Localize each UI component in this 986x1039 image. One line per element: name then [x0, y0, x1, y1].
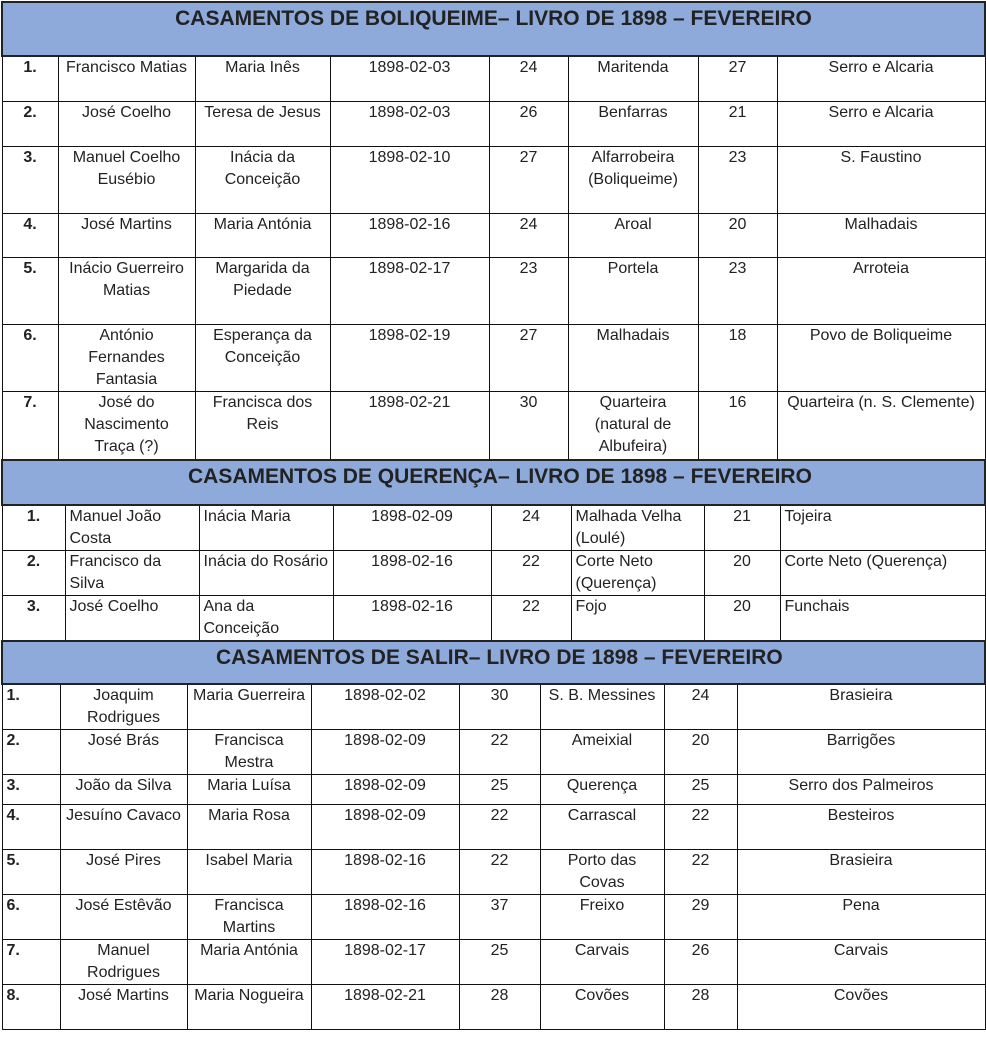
row-number: 5. — [2, 257, 58, 324]
marriage-date: 1898-02-17 — [330, 257, 489, 324]
bride-place: Pena — [737, 895, 985, 940]
bride-age: 21 — [704, 505, 780, 551]
bride-age: 18 — [698, 324, 777, 391]
bride-name: Margarida da Piedade — [195, 257, 330, 324]
bride-place: Quarteira (n. S. Clemente) — [777, 391, 985, 459]
bride-place: Povo de Boliqueime — [777, 324, 985, 391]
section-title: CASAMENTOS DE SALIR– LIVRO DE 1898 – FEVEREIRO — [2, 641, 985, 684]
bride-age: 29 — [664, 895, 737, 940]
bride-age: 22 — [664, 850, 737, 895]
groom-name: José Brás — [60, 730, 187, 775]
marriage-date: 1898-02-02 — [311, 684, 459, 730]
groom-age: 25 — [459, 775, 540, 805]
groom-place: Porto das Covas — [540, 850, 664, 895]
bride-place: Corte Neto (Querença) — [780, 551, 985, 596]
row-number: 2. — [2, 101, 58, 146]
bride-age: 26 — [664, 940, 737, 985]
bride-age: 24 — [664, 684, 737, 730]
bride-place: Serro e Alcaria — [777, 56, 985, 101]
marriage-date: 1898-02-03 — [330, 56, 489, 101]
bride-age: 20 — [704, 551, 780, 596]
row-number: 3. — [2, 596, 65, 641]
bride-age: 20 — [664, 730, 737, 775]
bride-place: Carvais — [737, 940, 985, 985]
groom-place: Alfarrobeira (Boliqueime) — [568, 146, 698, 213]
groom-age: 22 — [459, 805, 540, 850]
bride-age: 20 — [704, 596, 780, 641]
row-number: 4. — [2, 213, 58, 257]
bride-place: Arroteia — [777, 257, 985, 324]
groom-name: Manuel Coelho Eusébio — [58, 146, 195, 213]
marriage-date: 1898-02-21 — [311, 985, 459, 1030]
bride-place: Brasieira — [737, 850, 985, 895]
bride-name: Maria Inês — [195, 56, 330, 101]
bride-name: Ana da Conceição — [199, 596, 333, 641]
marriage-date: 1898-02-17 — [311, 940, 459, 985]
bride-age: 27 — [698, 56, 777, 101]
section-querenca — [1, 459, 986, 641]
section-title: CASAMENTOS DE QUERENÇA– LIVRO DE 1898 – FEVEREIRO — [2, 460, 985, 505]
groom-name: José Estêvão — [60, 895, 187, 940]
row-number: 1. — [2, 56, 58, 101]
bride-place: Besteiros — [737, 805, 985, 850]
bride-age: 16 — [698, 391, 777, 459]
groom-place: Aroal — [568, 213, 698, 257]
bride-name: Maria Rosa — [187, 805, 311, 850]
bride-name: Maria Antónia — [195, 213, 330, 257]
bride-place: Malhadais — [777, 213, 985, 257]
row-number: 3. — [2, 146, 58, 213]
boliqueime-table — [1, 1, 986, 460]
section-salir — [1, 640, 986, 1030]
row-number: 7. — [2, 940, 60, 985]
groom-name: José Martins — [60, 985, 187, 1030]
bride-name: Inácia do Rosário — [199, 551, 333, 596]
groom-place: Corte Neto (Querença) — [571, 551, 704, 596]
bride-place: Brasieira — [737, 684, 985, 730]
groom-age: 24 — [489, 213, 568, 257]
groom-age: 27 — [489, 324, 568, 391]
groom-age: 30 — [459, 684, 540, 730]
bride-place: Serro e Alcaria — [777, 101, 985, 146]
marriage-date: 1898-02-10 — [330, 146, 489, 213]
row-number: 3. — [2, 775, 60, 805]
groom-age: 37 — [459, 895, 540, 940]
groom-age: 24 — [491, 505, 571, 551]
groom-name: Joaquim Rodrigues — [60, 684, 187, 730]
groom-place: Carrascal — [540, 805, 664, 850]
groom-place: Fojo — [571, 596, 704, 641]
bride-name: Francisca dos Reis — [195, 391, 330, 459]
groom-age: 26 — [489, 101, 568, 146]
groom-place: Quarteira (natural de Albufeira) — [568, 391, 698, 459]
section-title: CASAMENTOS DE BOLIQUEIME– LIVRO DE 1898 – FEVEREIRO — [2, 2, 985, 56]
bride-name: Esperança da Conceição — [195, 324, 330, 391]
bride-place: Funchais — [780, 596, 985, 641]
groom-name: Jesuíno Cavaco — [60, 805, 187, 850]
row-number: 4. — [2, 805, 60, 850]
groom-place: Querença — [540, 775, 664, 805]
groom-name: José Coelho — [65, 596, 199, 641]
marriage-date: 1898-02-16 — [330, 213, 489, 257]
marriage-date: 1898-02-16 — [333, 551, 491, 596]
groom-age: 30 — [489, 391, 568, 459]
groom-age: 22 — [491, 596, 571, 641]
row-number: 2. — [2, 551, 65, 596]
bride-age: 21 — [698, 101, 777, 146]
groom-name: António Fernandes Fantasia — [58, 324, 195, 391]
marriage-date: 1898-02-09 — [311, 775, 459, 805]
groom-name: José Martins — [58, 213, 195, 257]
bride-place: Tojeira — [780, 505, 985, 551]
row-number: 7. — [2, 391, 58, 459]
groom-age: 22 — [459, 730, 540, 775]
row-number: 1. — [2, 505, 65, 551]
groom-name: Manuel Rodrigues — [60, 940, 187, 985]
bride-name: Francisca Martins — [187, 895, 311, 940]
bride-name: Maria Nogueira — [187, 985, 311, 1030]
groom-age: 23 — [489, 257, 568, 324]
bride-name: Inácia Maria — [199, 505, 333, 551]
querenca-table — [1, 459, 986, 641]
bride-age: 23 — [698, 257, 777, 324]
groom-place: Covões — [540, 985, 664, 1030]
bride-name: Maria Luísa — [187, 775, 311, 805]
marriage-date: 1898-02-16 — [311, 850, 459, 895]
bride-name: Maria Antónia — [187, 940, 311, 985]
bride-name: Francisca Mestra — [187, 730, 311, 775]
marriage-date: 1898-02-21 — [330, 391, 489, 459]
groom-place: S. B. Messines — [540, 684, 664, 730]
marriage-date: 1898-02-09 — [311, 730, 459, 775]
groom-place: Malhada Velha (Loulé) — [571, 505, 704, 551]
groom-place: Portela — [568, 257, 698, 324]
bride-age: 20 — [698, 213, 777, 257]
section-boliqueime — [1, 1, 986, 460]
row-number: 6. — [2, 895, 60, 940]
groom-name: José Pires — [60, 850, 187, 895]
marriage-date: 1898-02-19 — [330, 324, 489, 391]
groom-age: 22 — [459, 850, 540, 895]
groom-place: Malhadais — [568, 324, 698, 391]
marriage-date: 1898-02-09 — [333, 505, 491, 551]
groom-place: Freixo — [540, 895, 664, 940]
groom-name: João da Silva — [60, 775, 187, 805]
groom-name: Francisco da Silva — [65, 551, 199, 596]
groom-place: Carvais — [540, 940, 664, 985]
bride-place: S. Faustino — [777, 146, 985, 213]
row-number: 6. — [2, 324, 58, 391]
groom-age: 28 — [459, 985, 540, 1030]
marriage-date: 1898-02-03 — [330, 101, 489, 146]
groom-place: Maritenda — [568, 56, 698, 101]
groom-name: Inácio Guerreiro Matias — [58, 257, 195, 324]
groom-age: 25 — [459, 940, 540, 985]
marriage-date: 1898-02-16 — [311, 895, 459, 940]
groom-age: 22 — [491, 551, 571, 596]
salir-table — [1, 640, 986, 1030]
row-number: 2. — [2, 730, 60, 775]
bride-place: Serro dos Palmeiros — [737, 775, 985, 805]
groom-place: Benfarras — [568, 101, 698, 146]
marriage-date: 1898-02-09 — [311, 805, 459, 850]
groom-age: 27 — [489, 146, 568, 213]
groom-name: José Coelho — [58, 101, 195, 146]
bride-place: Barrigões — [737, 730, 985, 775]
bride-name: Maria Guerreira — [187, 684, 311, 730]
bride-name: Inácia da Conceição — [195, 146, 330, 213]
groom-name: Manuel João Costa — [65, 505, 199, 551]
groom-name: Francisco Matias — [58, 56, 195, 101]
bride-name: Teresa de Jesus — [195, 101, 330, 146]
groom-name: José do Nascimento Traça (?) — [58, 391, 195, 459]
row-number: 1. — [2, 684, 60, 730]
groom-place: Ameixial — [540, 730, 664, 775]
bride-place: Covões — [737, 985, 985, 1030]
row-number: 5. — [2, 850, 60, 895]
bride-name: Isabel Maria — [187, 850, 311, 895]
bride-age: 22 — [664, 805, 737, 850]
marriage-date: 1898-02-16 — [333, 596, 491, 641]
bride-age: 28 — [664, 985, 737, 1030]
row-number: 8. — [2, 985, 60, 1030]
bride-age: 25 — [664, 775, 737, 805]
bride-age: 23 — [698, 146, 777, 213]
groom-age: 24 — [489, 56, 568, 101]
